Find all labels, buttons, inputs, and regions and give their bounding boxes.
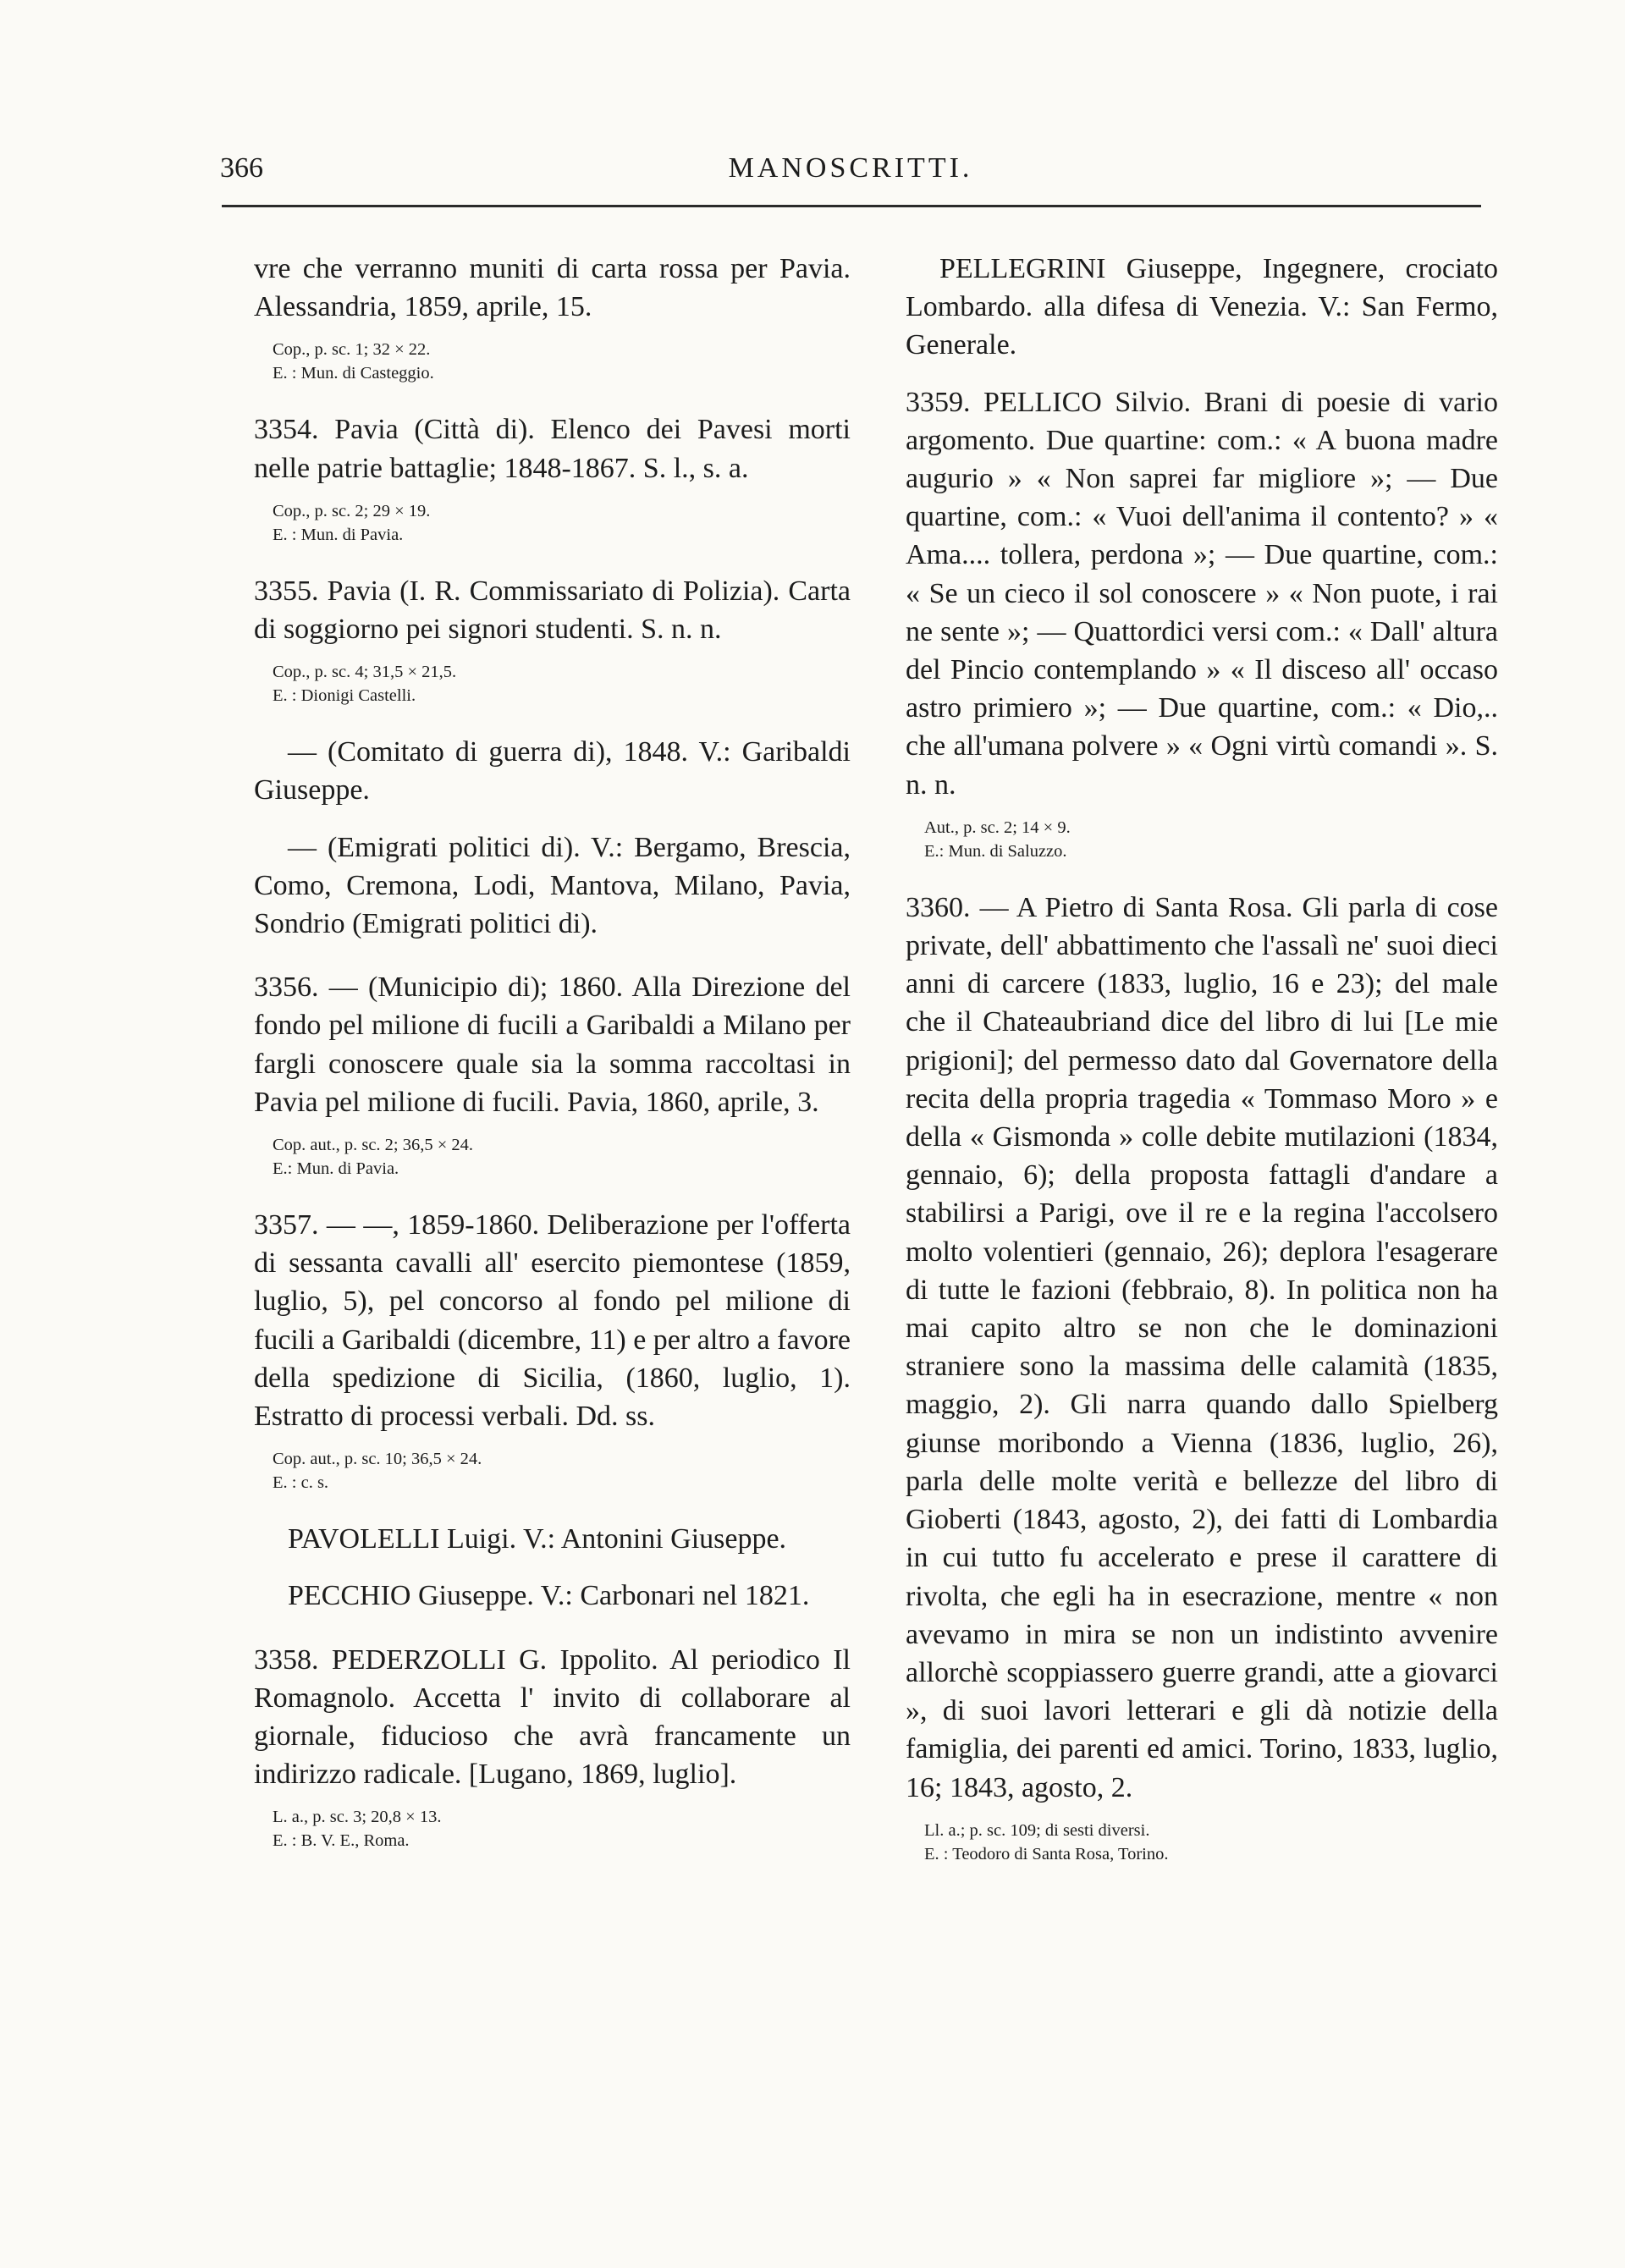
entry-text: 3360. — A Pietro di Santa Rosa. Gli parla di cose private, dell' abbattimento che l'assalì ne' suoi dieci anni di carcere (1833, luglio, 16 e 23); del male che il Chateaubriand dice del libro di lui [Le mie prigioni]; del permesso dato dal Governatore della recita della propria tragedia « Tommaso Moro » e della « Gismonda » colle debite mutilazioni (1834, gennaio, 6); della proposta fattagli d'andare a stabilirsi a Parigi, ove il re e la regina l'accolsero molto volentieri (gennaio, 26); deplora l'esagerare di tutte le fazioni (febbraio, 8). In politica non ha mai capito altro se non che le dominazioni straniere sono la massima delle calamità (1835, maggio, 2). Gli narra quando dallo Spielberg giunse moribondo a Vienna (1836, luglio, 26), parla delle molte verità e bellezze del libro di Gioberti (1843, agosto, 2), dei fatti di Lombardia in cui tutto fu accelerato e prese il carattere di rivolta, che egli ha in esecrazione, mentre « non avevamo in mira se non un indistinto avvenire allorchè scoppiassero guerre grandi, atte a giovarci », di suoi lavori letterari e gli dà notizie della famiglia, dei parenti ed amici. Torino, 1833, luglio, 16; 1843, agosto, 2. (906, 891, 1498, 1803)
note-line: Aut., p. sc. 2; 14 × 9. (924, 817, 1071, 837)
note-line: Cop. aut., p. sc. 2; 36,5 × 24. (273, 1136, 474, 1155)
note-line: E. : Dionigi Castelli. (273, 686, 416, 706)
entry-pellegrini (906, 250, 1498, 365)
entry-note (254, 1805, 851, 1852)
entry-text: PELLEGRINI Giuseppe, Ingegnere, crociato Lombardo. alla difesa di Venezia. V.: San Fermo, Generale. (906, 253, 1498, 361)
entry-3360 (906, 889, 1498, 1807)
note-line: E.: Mun. di Saluzzo. (924, 841, 1067, 861)
entry-note (906, 816, 1498, 863)
note-line: Cop., p. sc. 4; 31,5 × 21,5. (273, 663, 457, 682)
entry-3358 (254, 1641, 851, 1794)
entry-text: 3356. — (Municipio di); 1860. Alla Direzione del fondo pel milione di fucili a Garibaldi a Milano per fargli conoscere quale sia la somma raccoltasi in Pavia pel milione di fucili. Pavia, 1860, aprile, 3. (254, 972, 851, 1118)
entry-3359 (906, 383, 1498, 804)
entry-3356 (254, 968, 851, 1121)
note-line: E. : Teodoro di Santa Rosa, Torino. (924, 1844, 1169, 1863)
entry-note (254, 660, 851, 707)
entry-comitato (254, 733, 851, 809)
note-line: E. : Mun. di Pavia. (273, 525, 404, 544)
note-line: L. a., p. sc. 3; 20,8 × 13. (273, 1808, 442, 1827)
entry-text: 3358. PEDERZOLLI G. Ippolito. Al periodico Il Romagnolo. Accetta l' invito di collaborare al giornale, fiducioso che avrà francamente un indirizzo radicale. [Lugano, 1869, luglio]. (254, 1643, 851, 1791)
running-title: MANOSCRITTI. (728, 152, 973, 184)
entry-text: PECCHIO Giuseppe. V.: Carbonari nel 1821. (288, 1580, 810, 1612)
note-line: Cop., p. sc. 2; 29 × 19. (273, 501, 431, 520)
note-line: E. : c. s. (273, 1473, 329, 1493)
entry-text: 3354. Pavia (Città di). Elenco dei Pavesi morti nelle patrie battaglie; 1848-1867. S. l., s. a. (254, 414, 851, 484)
note-line: Ll. a.; p. sc. 109; di sesti diversi. (924, 1820, 1150, 1840)
entry-text: 3355. Pavia (I. R. Commissariato di Polizia). Carta di soggiorno pei signori studenti. S. n. n. (254, 575, 851, 646)
entry-3357 (254, 1206, 851, 1435)
note-line: E.: Mun. di Pavia. (273, 1159, 399, 1179)
entry-3355 (254, 572, 851, 648)
note-line: E. : Mun. di Casteggio. (273, 364, 434, 383)
page-header (220, 144, 1481, 195)
note-line: Cop., p. sc. 1; 32 × 22. (273, 340, 431, 360)
entry-text: vre che verranno muniti di carta rossa per Pavia. Alessandria, 1859, aprile, 15. (254, 253, 851, 323)
entry-note (254, 499, 851, 547)
entry-pecchio (254, 1577, 851, 1615)
left-column (254, 250, 851, 1852)
entry-text: — (Emigrati politici di). V.: Bergamo, Brescia, Como, Cremona, Lodi, Mantova, Milano, Pavia, Sondrio (Emigrati politici di). (254, 831, 851, 940)
page-number: 366 (220, 152, 263, 184)
entry-emigrati (254, 828, 851, 944)
note-line: Cop. aut., p. sc. 10; 36,5 × 24. (273, 1450, 482, 1469)
header-rule (222, 205, 1481, 207)
entry-text: 3359. PELLICO Silvio. Brani di poesie di vario argomento. Due quartine: com.: « A buona madre augurio » « Non saprei far migliore »; — Due quartine, com.: « Vuoi dell'anima il contento? » « Ama.... tollera, perdona »; — Due quartine, com.: « Se un cieco il sol conoscere » « Non puote, i rai ne sente »; — Quattordici versi com.: « Dall' altura del Pincio contemplando » « Il disceso all' occaso astro primiero »; — Due quartine, com.: « Dio,.. che all'umana polvere » « Ogni virtù comandi ». S. n. n. (906, 386, 1498, 801)
entry-continuation (254, 250, 851, 326)
entry-pavolelli (254, 1520, 851, 1558)
right-column (906, 250, 1498, 1866)
entry-note (254, 1133, 851, 1181)
entry-3354 (254, 410, 851, 487)
entry-text: PAVOLELLI Luigi. V.: Antonini Giuseppe. (288, 1523, 787, 1555)
entry-text: 3357. — —, 1859-1860. Deliberazione per l'offerta di sessanta cavalli all' esercito piemontese (1859, luglio, 5), pel concorso al fondo pel milione di fucili a Garibaldi (dicembre, 11) e per altro a favore della spedizione di Sicilia, (1860, luglio, 1). Estratto di processi verbali. Dd. ss. (254, 1209, 851, 1433)
entry-note (254, 338, 851, 385)
entry-note (254, 1447, 851, 1495)
entry-text: — (Comitato di guerra di), 1848. V.: Garibaldi Giuseppe. (254, 736, 851, 806)
entry-note (906, 1819, 1498, 1866)
note-line: E. : B. V. E., Roma. (273, 1831, 410, 1851)
